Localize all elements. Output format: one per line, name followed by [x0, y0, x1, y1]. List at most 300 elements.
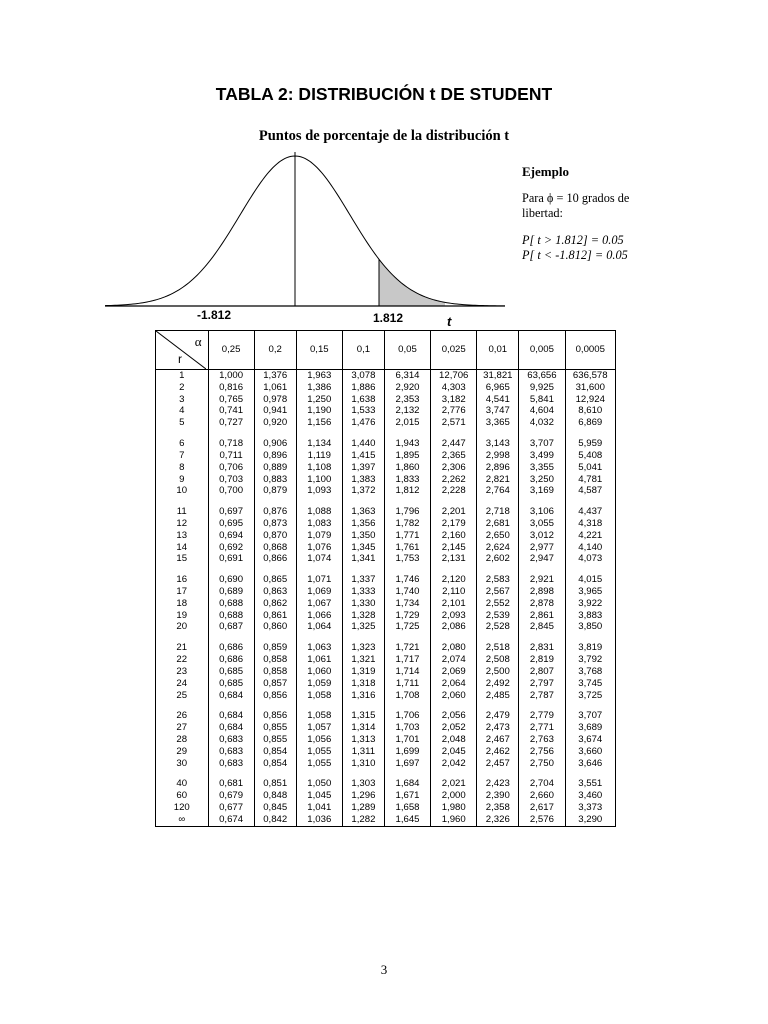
critical-value-cell: 2,000: [431, 790, 477, 802]
critical-value-cell: 3,460: [565, 790, 615, 802]
critical-value-cell: 3,365: [477, 417, 519, 429]
critical-value-cell: 0,690: [208, 574, 254, 586]
critical-value-cell: 4,437: [565, 506, 615, 518]
spacer-cell: [156, 633, 209, 642]
critical-value-cell: 4,140: [565, 542, 615, 554]
critical-value-cell: 31,600: [565, 382, 615, 394]
critical-value-cell: 3,143: [477, 438, 519, 450]
critical-value-cell: 0,879: [254, 485, 296, 497]
critical-value-cell: 2,042: [431, 758, 477, 770]
critical-value-cell: 1,740: [384, 586, 430, 598]
alpha-header-cell: 0,25: [208, 331, 254, 370]
critical-value-cell: 1,076: [296, 542, 342, 554]
table-row: [156, 518, 616, 530]
critical-value-cell: 1,963: [296, 370, 342, 382]
critical-value-cell: 1,041: [296, 802, 342, 814]
degrees-of-freedom-cell: 20: [156, 621, 209, 633]
critical-value-cell: 0,727: [208, 417, 254, 429]
spacer-cell: [384, 565, 430, 574]
critical-value-cell: 2,069: [431, 666, 477, 678]
critical-value-cell: 2,060: [431, 690, 477, 702]
critical-value-cell: 0,854: [254, 746, 296, 758]
critical-value-cell: 1,796: [384, 506, 430, 518]
table-row: [156, 394, 616, 406]
critical-value-cell: 2,306: [431, 462, 477, 474]
degrees-of-freedom-cell: 25: [156, 690, 209, 702]
degrees-of-freedom-cell: 18: [156, 598, 209, 610]
table-row: [156, 553, 616, 565]
critical-value-cell: 0,889: [254, 462, 296, 474]
t-distribution-table: [155, 330, 616, 827]
spacer-cell: [431, 497, 477, 506]
spacer-cell: [296, 429, 342, 438]
critical-value-cell: 1,980: [431, 802, 477, 814]
t-distribution-curve: [105, 152, 505, 332]
critical-value-cell: 0,870: [254, 530, 296, 542]
critical-value-cell: 2,101: [431, 598, 477, 610]
critical-value-cell: 0,688: [208, 598, 254, 610]
critical-value-cell: 3,792: [565, 654, 615, 666]
spacer-cell: [384, 429, 430, 438]
critical-value-cell: 1,703: [384, 722, 430, 734]
critical-value-cell: 0,765: [208, 394, 254, 406]
critical-value-cell: 1,860: [384, 462, 430, 474]
alpha-header-cell: 0,025: [431, 331, 477, 370]
critical-value-cell: 2,160: [431, 530, 477, 542]
critical-value-cell: 1,060: [296, 666, 342, 678]
spacer-cell: [208, 429, 254, 438]
spacer-cell: [565, 633, 615, 642]
spacer-cell: [254, 633, 296, 642]
critical-value-cell: 3,182: [431, 394, 477, 406]
density-curve: [105, 156, 505, 306]
spacer-cell: [156, 429, 209, 438]
critical-value-cell: 2,831: [519, 642, 565, 654]
critical-value-cell: 0,868: [254, 542, 296, 554]
critical-value-cell: 0,862: [254, 598, 296, 610]
critical-value-cell: 3,290: [565, 814, 615, 826]
critical-value-cell: 2,920: [384, 382, 430, 394]
critical-value-cell: 0,866: [254, 553, 296, 565]
critical-value-cell: 0,681: [208, 778, 254, 790]
critical-value-cell: 0,851: [254, 778, 296, 790]
critical-value-cell: 4,032: [519, 417, 565, 429]
critical-value-cell: 0,697: [208, 506, 254, 518]
degrees-of-freedom-cell: 11: [156, 506, 209, 518]
critical-value-cell: 2,756: [519, 746, 565, 758]
critical-value-cell: 1,386: [296, 382, 342, 394]
critical-value-cell: 1,296: [342, 790, 384, 802]
spacer-cell: [208, 769, 254, 778]
critical-value-cell: 1,812: [384, 485, 430, 497]
critical-value-cell: 1,119: [296, 450, 342, 462]
critical-value-cell: 2,131: [431, 553, 477, 565]
t-axis-label: t: [447, 314, 452, 329]
critical-value-cell: 2,358: [477, 802, 519, 814]
critical-value-cell: 2,583: [477, 574, 519, 586]
alpha-header-cell: 0,2: [254, 331, 296, 370]
critical-value-cell: 1,066: [296, 610, 342, 622]
critical-value-cell: 0,876: [254, 506, 296, 518]
table-row: [156, 722, 616, 734]
critical-value-cell: 2,093: [431, 610, 477, 622]
critical-value-cell: 0,863: [254, 586, 296, 598]
critical-value-cell: 2,353: [384, 394, 430, 406]
degrees-of-freedom-cell: 1: [156, 370, 209, 382]
critical-value-cell: 2,528: [477, 621, 519, 633]
table-row: [156, 734, 616, 746]
critical-value-cell: 1,440: [342, 438, 384, 450]
degrees-of-freedom-cell: 28: [156, 734, 209, 746]
critical-value-cell: 3,707: [519, 438, 565, 450]
spacer-cell: [156, 497, 209, 506]
critical-value-cell: 3,250: [519, 474, 565, 486]
alpha-header-cell: 0,01: [477, 331, 519, 370]
spacer-cell: [384, 769, 430, 778]
critical-value-cell: 3,689: [565, 722, 615, 734]
critical-value-cell: 3,922: [565, 598, 615, 610]
degrees-of-freedom-cell: 5: [156, 417, 209, 429]
corner-header-cell: [156, 331, 209, 370]
critical-value-cell: 0,677: [208, 802, 254, 814]
critical-value-cell: 1,303: [342, 778, 384, 790]
critical-value-cell: 1,706: [384, 710, 430, 722]
critical-value-cell: 0,695: [208, 518, 254, 530]
spacer-cell: [477, 429, 519, 438]
page-number: 3: [380, 962, 388, 977]
critical-value-cell: 2,467: [477, 734, 519, 746]
critical-value-cell: 2,764: [477, 485, 519, 497]
critical-value-cell: 1,036: [296, 814, 342, 826]
critical-value-cell: 0,858: [254, 654, 296, 666]
spacer-cell: [565, 769, 615, 778]
critical-value-cell: 2,423: [477, 778, 519, 790]
critical-value-cell: 1,190: [296, 405, 342, 417]
critical-value-cell: 2,567: [477, 586, 519, 598]
table-row: [156, 542, 616, 554]
critical-value-cell: 0,718: [208, 438, 254, 450]
critical-value-cell: 0,685: [208, 678, 254, 690]
spacer-cell: [296, 565, 342, 574]
critical-value-cell: 2,571: [431, 417, 477, 429]
spacer-cell: [431, 565, 477, 574]
table-row: [156, 758, 616, 770]
critical-value-cell: 2,807: [519, 666, 565, 678]
degrees-of-freedom-cell: 27: [156, 722, 209, 734]
spacer-cell: [156, 701, 209, 710]
example-heading: Ejemplo: [522, 164, 569, 179]
spacer-cell: [431, 701, 477, 710]
group-spacer-row: [156, 429, 616, 438]
critical-value-cell: 4,015: [565, 574, 615, 586]
critical-value-cell: 0,700: [208, 485, 254, 497]
table-row: [156, 690, 616, 702]
spacer-cell: [519, 429, 565, 438]
critical-value-cell: 1,833: [384, 474, 430, 486]
critical-value-cell: 1,289: [342, 802, 384, 814]
critical-value-cell: 1,050: [296, 778, 342, 790]
critical-value-cell: 1,056: [296, 734, 342, 746]
critical-value-cell: 2,048: [431, 734, 477, 746]
spacer-cell: [519, 497, 565, 506]
degrees-of-freedom-cell: 15: [156, 553, 209, 565]
critical-value-cell: 1,397: [342, 462, 384, 474]
spacer-cell: [342, 633, 384, 642]
critical-value-cell: 1,064: [296, 621, 342, 633]
critical-value-cell: 2,485: [477, 690, 519, 702]
spacer-cell: [296, 769, 342, 778]
critical-value-cell: 1,415: [342, 450, 384, 462]
table-row: [156, 474, 616, 486]
critical-value-cell: 1,356: [342, 518, 384, 530]
alpha-header-cell: 0,1: [342, 331, 384, 370]
critical-value-cell: 1,088: [296, 506, 342, 518]
critical-value-cell: 1,316: [342, 690, 384, 702]
group-spacer-row: [156, 497, 616, 506]
critical-value-cell: 1,711: [384, 678, 430, 690]
critical-value-cell: 1,717: [384, 654, 430, 666]
critical-value-cell: 2,845: [519, 621, 565, 633]
degrees-of-freedom-cell: 2: [156, 382, 209, 394]
table-row: [156, 654, 616, 666]
spacer-cell: [565, 429, 615, 438]
critical-value-cell: 0,845: [254, 802, 296, 814]
spacer-cell: [296, 497, 342, 506]
degrees-of-freedom-cell: 9: [156, 474, 209, 486]
critical-value-cell: 2,262: [431, 474, 477, 486]
spacer-cell: [254, 565, 296, 574]
critical-value-cell: 3,725: [565, 690, 615, 702]
critical-value-cell: 0,684: [208, 710, 254, 722]
critical-value-cell: 3,012: [519, 530, 565, 542]
critical-value-cell: 1,059: [296, 678, 342, 690]
critical-value-cell: 1,067: [296, 598, 342, 610]
critical-value-cell: 0,692: [208, 542, 254, 554]
table-row: [156, 678, 616, 690]
critical-value-cell: 0,694: [208, 530, 254, 542]
degrees-of-freedom-cell: 60: [156, 790, 209, 802]
table-row: [156, 417, 616, 429]
alpha-header-cell: 0,05: [384, 331, 430, 370]
critical-value-cell: 6,314: [384, 370, 430, 382]
spacer-cell: [565, 701, 615, 710]
critical-value-cell: 3,819: [565, 642, 615, 654]
table-row: [156, 574, 616, 586]
critical-value-cell: 31,821: [477, 370, 519, 382]
critical-value-cell: 1,734: [384, 598, 430, 610]
table-row: [156, 438, 616, 450]
critical-value-cell: 0,858: [254, 666, 296, 678]
group-spacer-row: [156, 701, 616, 710]
critical-value-cell: 0,741: [208, 405, 254, 417]
critical-value-cell: 1,057: [296, 722, 342, 734]
critical-value-cell: 3,883: [565, 610, 615, 622]
critical-value-cell: 9,925: [519, 382, 565, 394]
table-row: [156, 506, 616, 518]
critical-value-cell: 2,074: [431, 654, 477, 666]
critical-value-cell: 12,706: [431, 370, 477, 382]
critical-value-cell: 2,145: [431, 542, 477, 554]
critical-value-cell: 2,056: [431, 710, 477, 722]
critical-value-cell: 1,282: [342, 814, 384, 826]
critical-value-cell: 2,201: [431, 506, 477, 518]
spacer-cell: [296, 633, 342, 642]
spacer-cell: [254, 429, 296, 438]
critical-value-cell: 1,108: [296, 462, 342, 474]
critical-value-cell: 2,492: [477, 678, 519, 690]
header-row: [156, 331, 616, 370]
degrees-of-freedom-cell: 23: [156, 666, 209, 678]
alpha-header-cell: 0,0005: [565, 331, 615, 370]
critical-value-cell: 0,865: [254, 574, 296, 586]
spacer-cell: [208, 701, 254, 710]
spacer-cell: [477, 701, 519, 710]
critical-value-cell: 2,539: [477, 610, 519, 622]
critical-value-cell: 1,782: [384, 518, 430, 530]
critical-value-cell: 2,500: [477, 666, 519, 678]
degrees-of-freedom-cell: 22: [156, 654, 209, 666]
table-row: [156, 485, 616, 497]
critical-value-cell: 3,674: [565, 734, 615, 746]
spacer-cell: [477, 497, 519, 506]
critical-value-cell: 1,350: [342, 530, 384, 542]
critical-value-cell: 1,100: [296, 474, 342, 486]
critical-value-cell: 2,064: [431, 678, 477, 690]
critical-value-cell: 0,674: [208, 814, 254, 826]
critical-value-cell: 2,110: [431, 586, 477, 598]
critical-value-cell: 0,978: [254, 394, 296, 406]
critical-value-cell: 1,000: [208, 370, 254, 382]
degrees-of-freedom-cell: ∞: [156, 814, 209, 826]
table-row: [156, 778, 616, 790]
critical-value-cell: 0,685: [208, 666, 254, 678]
critical-value-cell: 2,776: [431, 405, 477, 417]
critical-value-cell: 6,869: [565, 417, 615, 429]
critical-value-cell: 1,311: [342, 746, 384, 758]
critical-value-cell: 2,080: [431, 642, 477, 654]
alpha-symbol: α: [194, 334, 202, 349]
spacer-cell: [296, 701, 342, 710]
critical-value-cell: 0,896: [254, 450, 296, 462]
critical-value-cell: 4,604: [519, 405, 565, 417]
critical-value-cell: 3,169: [519, 485, 565, 497]
critical-value-cell: 2,763: [519, 734, 565, 746]
critical-value-cell: 2,819: [519, 654, 565, 666]
critical-value-cell: 8,610: [565, 405, 615, 417]
critical-value-cell: 1,886: [342, 382, 384, 394]
critical-value-cell: 1,330: [342, 598, 384, 610]
critical-value-cell: 1,058: [296, 710, 342, 722]
critical-value-cell: 2,508: [477, 654, 519, 666]
spacer-cell: [342, 769, 384, 778]
critical-value-cell: 2,771: [519, 722, 565, 734]
critical-value-cell: 2,576: [519, 814, 565, 826]
critical-value-cell: 0,857: [254, 678, 296, 690]
critical-value-cell: 3,660: [565, 746, 615, 758]
group-spacer-row: [156, 633, 616, 642]
critical-value-cell: 2,821: [477, 474, 519, 486]
critical-value-cell: 3,499: [519, 450, 565, 462]
spacer-cell: [519, 769, 565, 778]
degrees-of-freedom-cell: 40: [156, 778, 209, 790]
critical-value-cell: 3,768: [565, 666, 615, 678]
critical-value-cell: 1,771: [384, 530, 430, 542]
critical-value-cell: 6,965: [477, 382, 519, 394]
critical-value-cell: 1,638: [342, 394, 384, 406]
group-spacer-row: [156, 565, 616, 574]
critical-value-cell: 4,303: [431, 382, 477, 394]
critical-value-cell: 1,533: [342, 405, 384, 417]
critical-value-cell: 1,083: [296, 518, 342, 530]
spacer-cell: [565, 565, 615, 574]
table-row: [156, 666, 616, 678]
critical-value-cell: 1,314: [342, 722, 384, 734]
critical-value-cell: 3,055: [519, 518, 565, 530]
critical-value-cell: 5,841: [519, 394, 565, 406]
critical-value-cell: 2,462: [477, 746, 519, 758]
critical-value-cell: 1,134: [296, 438, 342, 450]
critical-value-cell: 5,959: [565, 438, 615, 450]
critical-value-cell: 1,721: [384, 642, 430, 654]
degrees-of-freedom-cell: 3: [156, 394, 209, 406]
critical-value-cell: 3,707: [565, 710, 615, 722]
spacer-cell: [519, 633, 565, 642]
critical-value-cell: 1,156: [296, 417, 342, 429]
critical-value-cell: 0,684: [208, 722, 254, 734]
critical-value-cell: 2,473: [477, 722, 519, 734]
degrees-of-freedom-cell: 7: [156, 450, 209, 462]
critical-value-cell: 0,684: [208, 690, 254, 702]
spacer-cell: [431, 633, 477, 642]
table-row: [156, 802, 616, 814]
table-row: [156, 382, 616, 394]
critical-value-cell: 1,708: [384, 690, 430, 702]
critical-value-cell: 0,883: [254, 474, 296, 486]
critical-value-cell: 1,761: [384, 542, 430, 554]
critical-value-cell: 0,711: [208, 450, 254, 462]
critical-value-cell: 1,725: [384, 621, 430, 633]
critical-value-cell: 1,315: [342, 710, 384, 722]
critical-value-cell: 0,691: [208, 553, 254, 565]
degrees-of-freedom-cell: 10: [156, 485, 209, 497]
degrees-of-freedom-cell: 21: [156, 642, 209, 654]
spacer-cell: [431, 769, 477, 778]
right-critical-label: 1.812: [373, 311, 404, 325]
critical-value-cell: 1,058: [296, 690, 342, 702]
critical-value-cell: 2,457: [477, 758, 519, 770]
right-tail-shaded-area: [379, 259, 445, 306]
table-row: [156, 814, 616, 826]
spacer-cell: [519, 701, 565, 710]
critical-value-cell: 2,750: [519, 758, 565, 770]
critical-value-cell: 1,310: [342, 758, 384, 770]
critical-value-cell: 0,679: [208, 790, 254, 802]
alpha-header-cell: 0,005: [519, 331, 565, 370]
critical-value-cell: 2,779: [519, 710, 565, 722]
critical-value-cell: 3,106: [519, 506, 565, 518]
critical-value-cell: 4,318: [565, 518, 615, 530]
example-formula-upper: P[ t > 1.812] = 0.05: [522, 233, 624, 247]
degrees-of-freedom-cell: 8: [156, 462, 209, 474]
critical-value-cell: 0,861: [254, 610, 296, 622]
critical-value-cell: 1,714: [384, 666, 430, 678]
critical-value-cell: 2,086: [431, 621, 477, 633]
critical-value-cell: 1,383: [342, 474, 384, 486]
table-row: [156, 370, 616, 382]
critical-value-cell: 1,960: [431, 814, 477, 826]
critical-value-cell: 2,998: [477, 450, 519, 462]
table-row: [156, 746, 616, 758]
